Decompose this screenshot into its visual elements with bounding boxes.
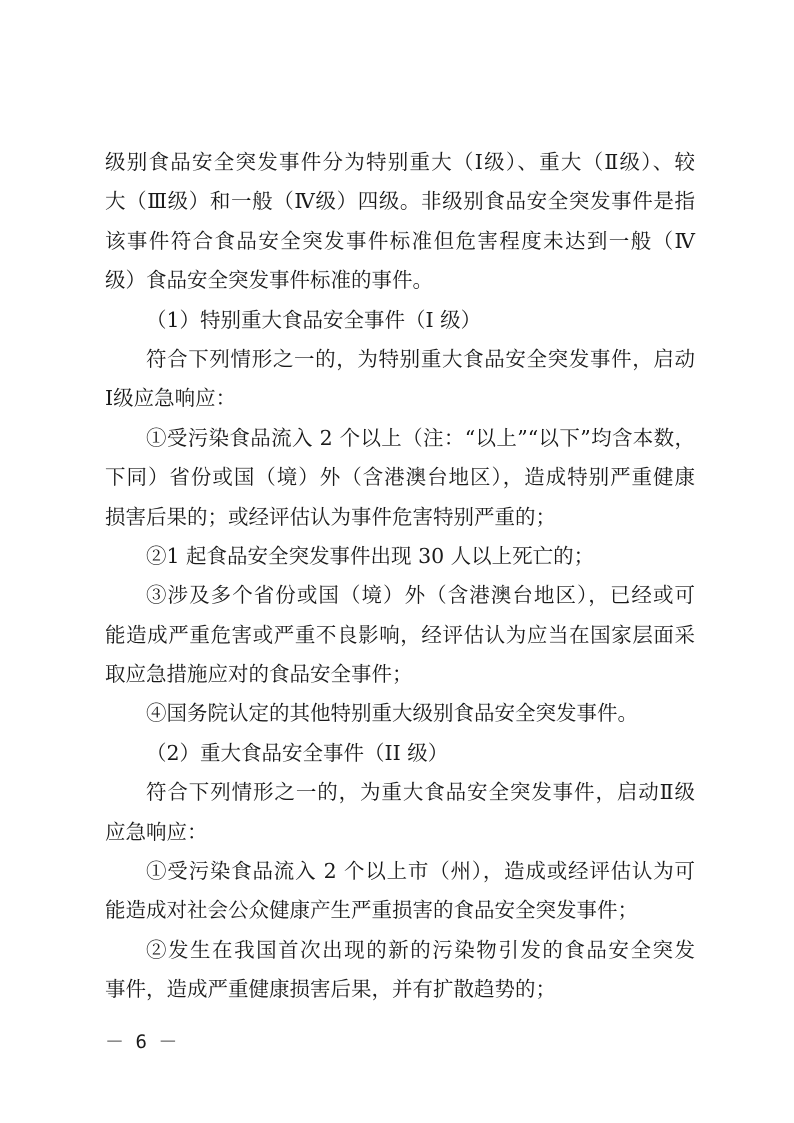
list-item-line: 下同）省份或国（境）外（含港澳台地区），造成特别严重健康	[105, 465, 695, 490]
list-item-line: 取应急措施应对的食品安全事件；	[105, 662, 413, 687]
list-item-line: 能造成对社会公众健康产生严重损害的食品安全突发事件；	[105, 898, 638, 923]
list-item-line: ②发生在我国首次出现的新的污染物引发的食品安全突发	[146, 937, 695, 962]
section-heading: （1）特别重大食品安全事件（I 级）	[146, 307, 482, 332]
list-item-line: 事件，造成严重健康损害后果，并有扩散趋势的；	[105, 977, 556, 1002]
list-item-line: ③涉及多个省份或国（境）外（含港澳台地区），已经或可	[146, 583, 695, 608]
section-heading: （2）重大食品安全事件（II 级）	[146, 740, 449, 765]
paragraph-line: 级）食品安全突发事件标准的事件。	[105, 268, 433, 293]
list-item-line: 损害后果的；或经评估认为事件危害特别严重的；	[105, 504, 556, 529]
paragraph-line: 级别食品安全突发事件分为特别重大（Ⅰ级）、重大（Ⅱ级）、较	[105, 150, 695, 174]
list-item-line: ①受污染食品流入 2 个以上（注：“以上”“以下”均含本数，	[146, 425, 695, 450]
paragraph-line: 该事件符合食品安全突发事件标准但危害程度未达到一般（Ⅳ	[105, 228, 695, 253]
page-number: － 6 －	[105, 1031, 178, 1053]
document-body	[105, 143, 695, 1010]
list-item-line: ④国务院认定的其他特别重大级别食品安全突发事件。	[146, 701, 638, 726]
paragraph-line: 符合下列情形之一的，为特别重大食品安全突发事件，启动	[146, 346, 695, 371]
list-item-line: ①受污染食品流入 2 个以上市（州），造成或经评估认为可	[146, 859, 695, 884]
paragraph-line: 符合下列情形之一的，为重大食品安全突发事件，启动Ⅱ级	[146, 780, 695, 805]
paragraph-line: Ⅰ级应急响应：	[105, 386, 237, 411]
paragraph-line: 大（Ⅲ级）和一般（Ⅳ级）四级。非级别食品安全突发事件是指	[105, 189, 695, 214]
list-item-line: ②1 起食品安全突发事件出现 30 人以上死亡的；	[146, 543, 595, 568]
paragraph-line: 应急响应：	[105, 819, 208, 844]
list-item-line: 能造成严重危害或严重不良影响，经评估认为应当在国家层面采	[105, 622, 695, 647]
